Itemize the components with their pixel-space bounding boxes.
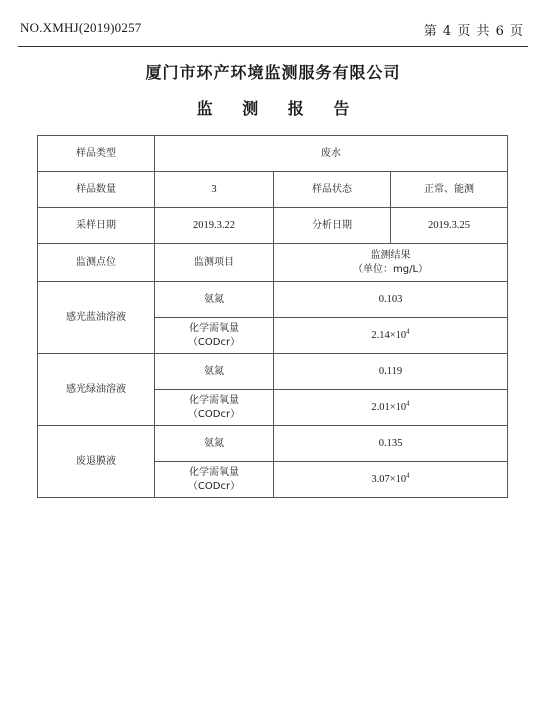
table-row xyxy=(38,426,508,462)
monitoring-item: 氨氮 xyxy=(155,426,274,462)
sampling-date-value: 2019.3.22 xyxy=(155,208,274,244)
monitoring-point: 废退膜液 xyxy=(38,426,155,498)
analysis-date-label: 分析日期 xyxy=(274,208,391,244)
table-row xyxy=(38,172,508,208)
sample-state-value: 正常、能测 xyxy=(391,172,508,208)
sample-type-value: 废水 xyxy=(155,136,508,172)
item-name: 化学需氧量 xyxy=(189,466,239,478)
sample-state-label: 样品状态 xyxy=(274,172,391,208)
result-exponent: 4 xyxy=(406,471,410,479)
monitoring-item xyxy=(155,318,274,354)
column-header-point: 监测点位 xyxy=(38,244,155,282)
monitoring-point: 感光绿油溶液 xyxy=(38,354,155,426)
monitoring-item: 氨氮 xyxy=(155,282,274,318)
item-code: （CODcr） xyxy=(187,480,241,492)
monitoring-report-table xyxy=(37,135,508,498)
result-value: 0.135 xyxy=(378,437,403,449)
table-row xyxy=(38,354,508,390)
monitoring-result xyxy=(274,282,508,318)
sampling-date-label: 采样日期 xyxy=(38,208,155,244)
item-code: （CODcr） xyxy=(187,408,241,420)
column-header-item: 监测项目 xyxy=(155,244,274,282)
sample-count-label: 样品数量 xyxy=(38,172,155,208)
monitoring-item xyxy=(155,390,274,426)
result-value: 0.103 xyxy=(378,293,403,305)
header-divider xyxy=(18,46,528,47)
result-exponent: 4 xyxy=(406,327,410,335)
result-exponent: 4 xyxy=(406,399,410,407)
analysis-date-value: 2019.3.25 xyxy=(391,208,508,244)
column-header-result xyxy=(274,244,508,282)
sample-type-label: 样品类型 xyxy=(38,136,155,172)
monitoring-item xyxy=(155,462,274,498)
result-value: 2.14×10 xyxy=(371,329,407,341)
document-number: NO.XMHJ(2019)0257 xyxy=(20,20,142,35)
item-name: 化学需氧量 xyxy=(189,394,239,406)
result-header-label: 监测结果 xyxy=(370,249,411,261)
table-row xyxy=(38,208,508,244)
report-title: 监 测 报 告 xyxy=(196,99,362,118)
sample-count-value: 3 xyxy=(155,172,274,208)
item-code: （CODcr） xyxy=(187,336,241,348)
table-row xyxy=(38,282,508,318)
monitoring-result xyxy=(274,354,508,390)
monitoring-point: 感光蓝油溶液 xyxy=(38,282,155,354)
monitoring-result xyxy=(274,426,508,462)
result-value: 3.07×10 xyxy=(371,473,407,485)
item-name: 化学需氧量 xyxy=(189,322,239,334)
monitoring-result xyxy=(274,462,508,498)
monitoring-item: 氨氮 xyxy=(155,354,274,390)
result-value: 0.119 xyxy=(378,365,403,377)
page-number: 第 4 页 共 6 页 xyxy=(423,24,524,39)
result-header-unit: （单位：mg/L） xyxy=(353,263,429,275)
table-header-row xyxy=(38,244,508,282)
result-value: 2.01×10 xyxy=(371,401,407,413)
table-row xyxy=(38,136,508,172)
monitoring-result xyxy=(274,318,508,354)
company-name: 厦门市环产环境监测服务有限公司 xyxy=(145,63,401,82)
monitoring-result xyxy=(274,390,508,426)
